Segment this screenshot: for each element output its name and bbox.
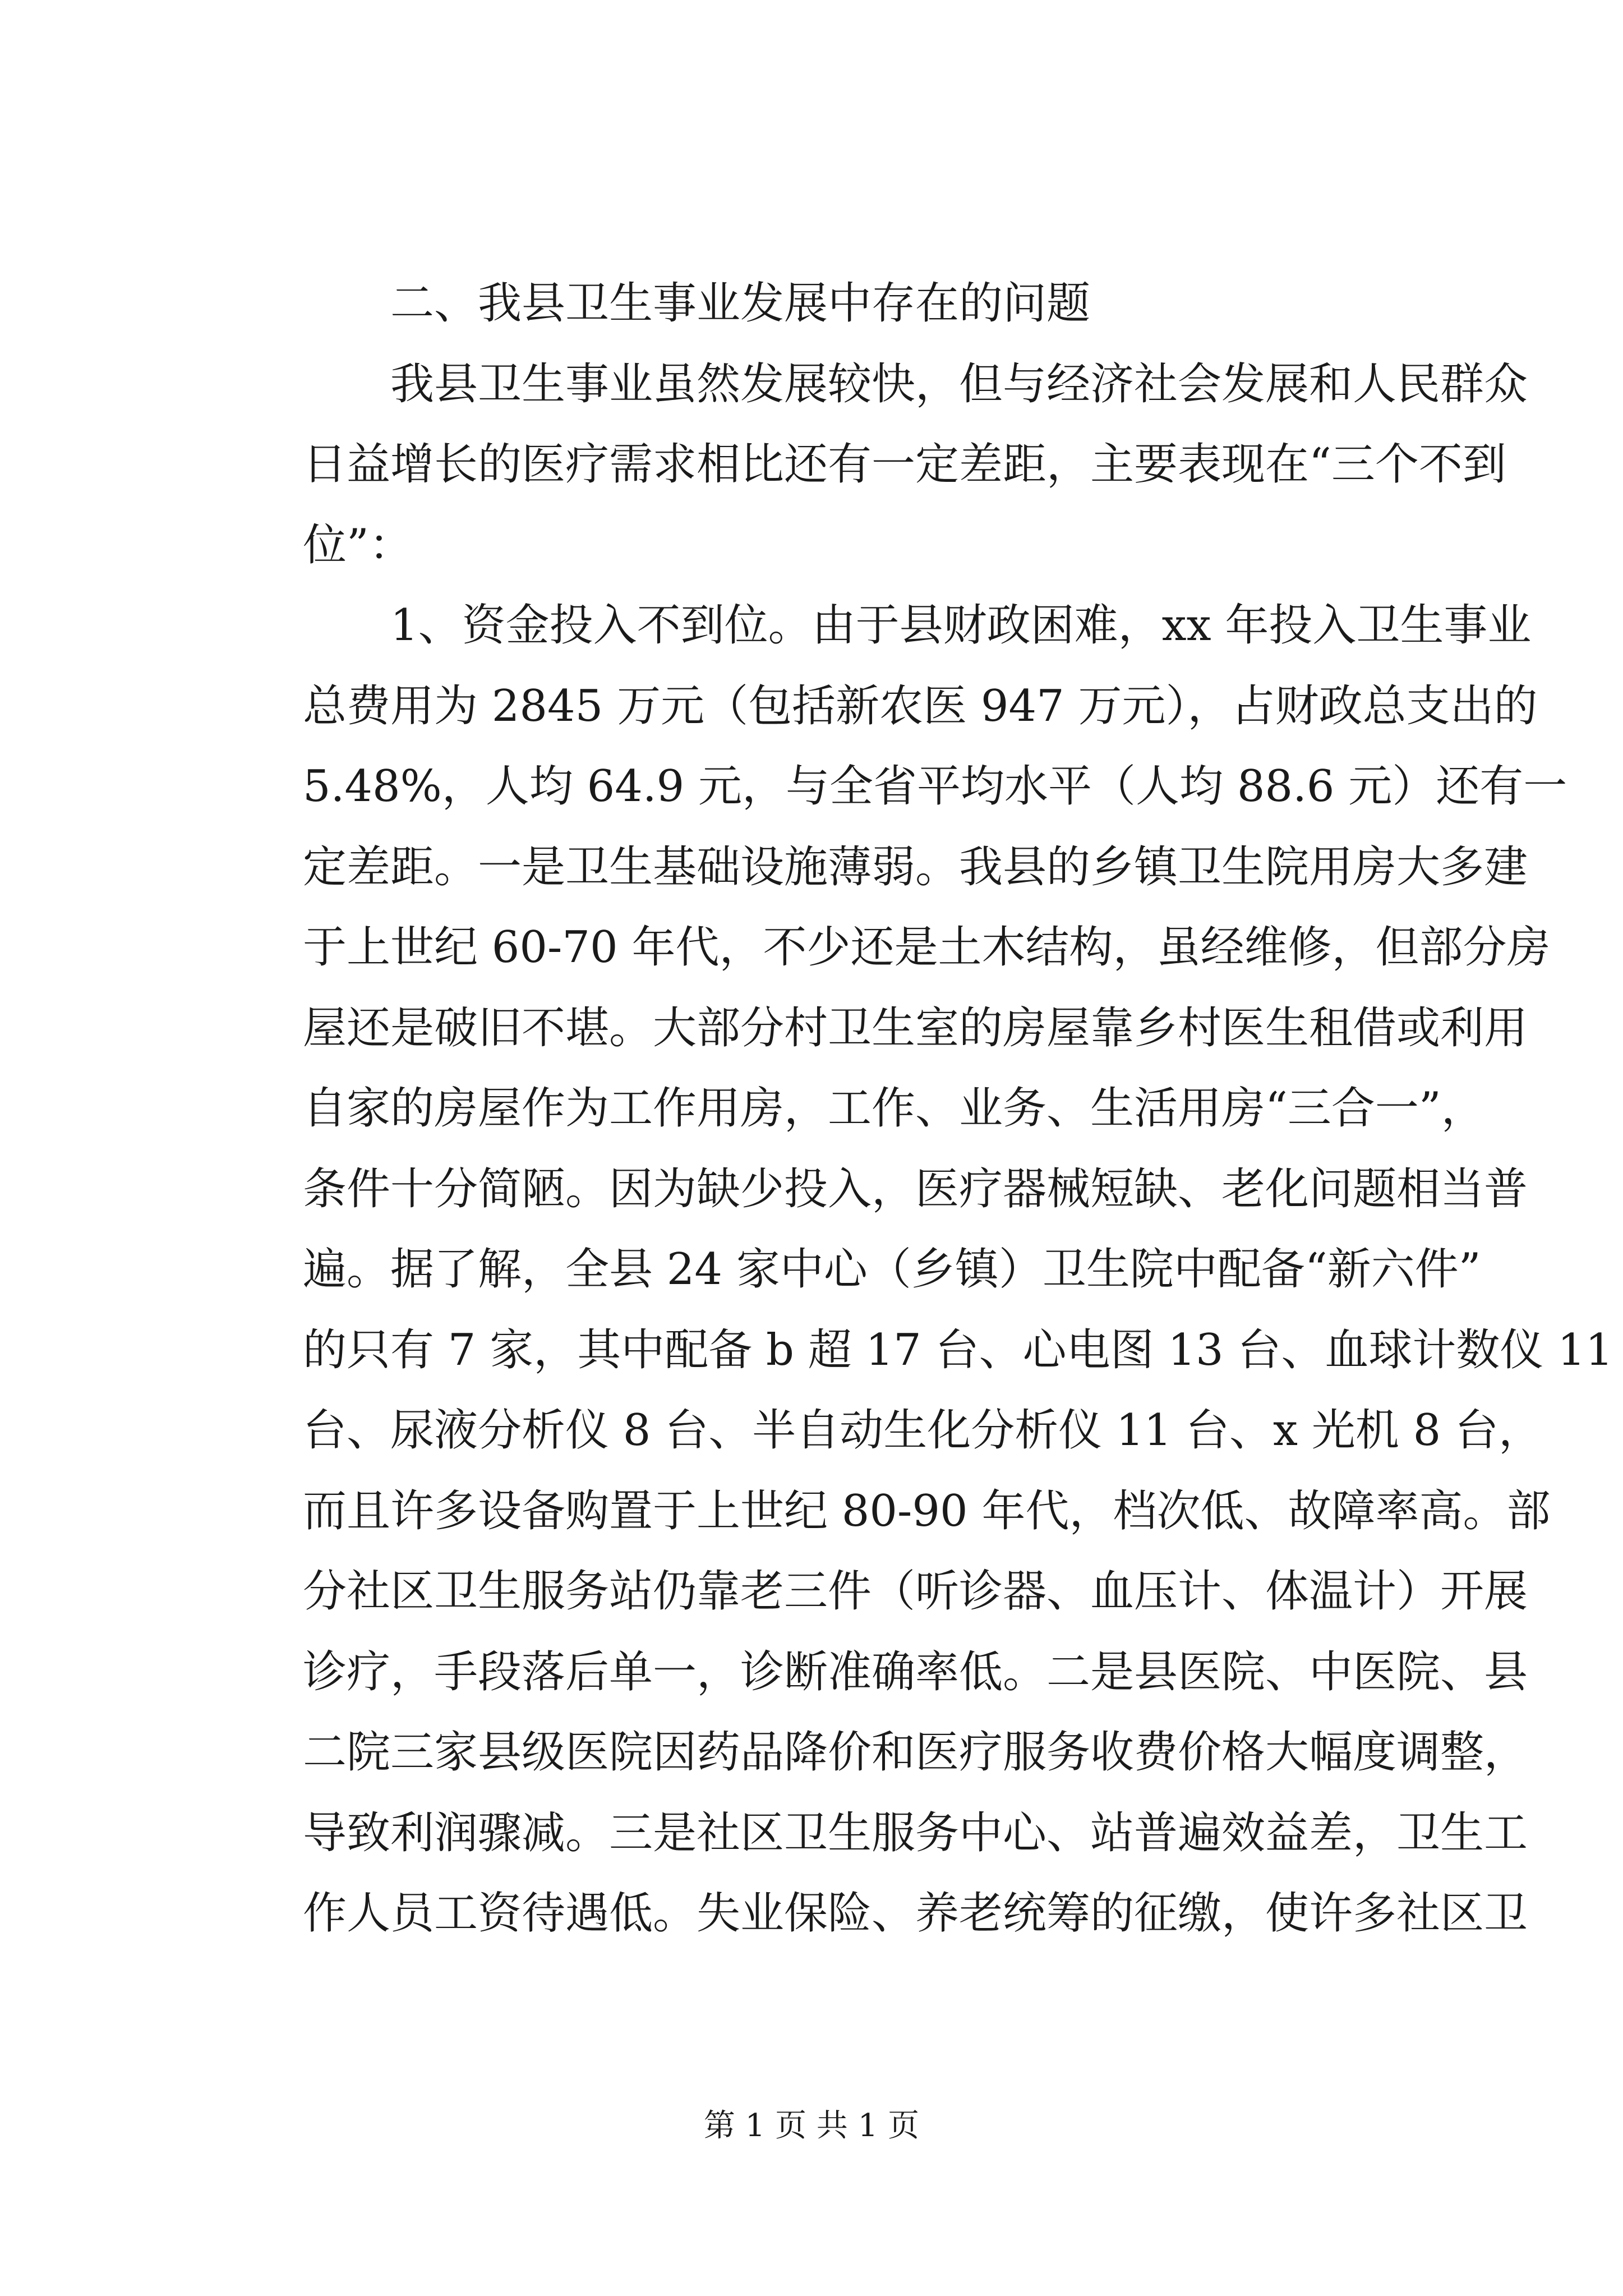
- paragraph-line: 5.48%，人均 64.9 元，与全省平均水平（人均 88.6 元）还有一: [303, 761, 1567, 812]
- paragraph-line: 二院三家县级医院因药品降价和医疗服务收费价格大幅度调整，: [303, 1727, 1528, 1778]
- paragraph-line: 台、尿液分析仪 8 台、半自动生化分析仪 11 台、x 光机 8 台，: [303, 1405, 1543, 1456]
- paragraph-line: 的只有 7 家，其中配备 b 超 17 台、心电图 13 台、血球计数仪 11: [303, 1324, 1613, 1375]
- paragraph-line: 而且许多设备购置于上世纪 80-90 年代，档次低、故障率高。部: [303, 1485, 1551, 1536]
- paragraph-line: 日益增长的医疗需求相比还有一定差距，主要表现在“三个不到: [303, 439, 1506, 490]
- paragraph-line: 1、资金投入不到位。由于县财政困难，xx 年投入卫生事业: [390, 600, 1532, 651]
- paragraph-line: 屋还是破旧不堪。大部分村卫生室的房屋靠乡村医生租借或利用: [303, 1002, 1528, 1053]
- paragraph-line: 自家的房屋作为工作用房，工作、业务、生活用房“三合一”，: [303, 1083, 1485, 1134]
- document-body: [303, 264, 1613, 1954]
- paragraph-line: 我县卫生事业虽然发展较快，但与经济社会发展和人民群众: [390, 358, 1528, 409]
- paragraph-line: 作人员工资待遇低。失业保险、养老统筹的征缴，使许多社区卫: [303, 1888, 1528, 1939]
- section-heading: 二、我县卫生事业发展中存在的问题: [390, 278, 1091, 329]
- page-number-footer: 第 1 页 共 1 页: [703, 2108, 920, 2144]
- paragraph-line: 导致利润骤减。三是社区卫生服务中心、站普遍效益差，卫生工: [303, 1807, 1528, 1858]
- paragraph-line: 条件十分简陋。因为缺少投入，医疗器械短缺、老化问题相当普: [303, 1163, 1528, 1214]
- paragraph-line: 分社区卫生服务站仍靠老三件（听诊器、血压计、体温计）开展: [303, 1566, 1528, 1617]
- paragraph-line: 诊疗，手段落后单一，诊断准确率低。二是县医院、中医院、县: [303, 1646, 1528, 1697]
- paragraph-line: 定差距。一是卫生基础设施薄弱。我县的乡镇卫生院用房大多建: [303, 841, 1528, 892]
- paragraph-line: 位”：: [303, 519, 413, 570]
- paragraph-line: 于上世纪 60-70 年代，不少还是土木结构，虽经维修，但部分房: [303, 922, 1551, 973]
- paragraph-line: 总费用为 2845 万元（包括新农医 947 万元），占财政总支出的: [303, 680, 1538, 731]
- paragraph-line: 遍。据了解，全县 24 家中心（乡镇）卫生院中配备“新六件”: [303, 1244, 1481, 1295]
